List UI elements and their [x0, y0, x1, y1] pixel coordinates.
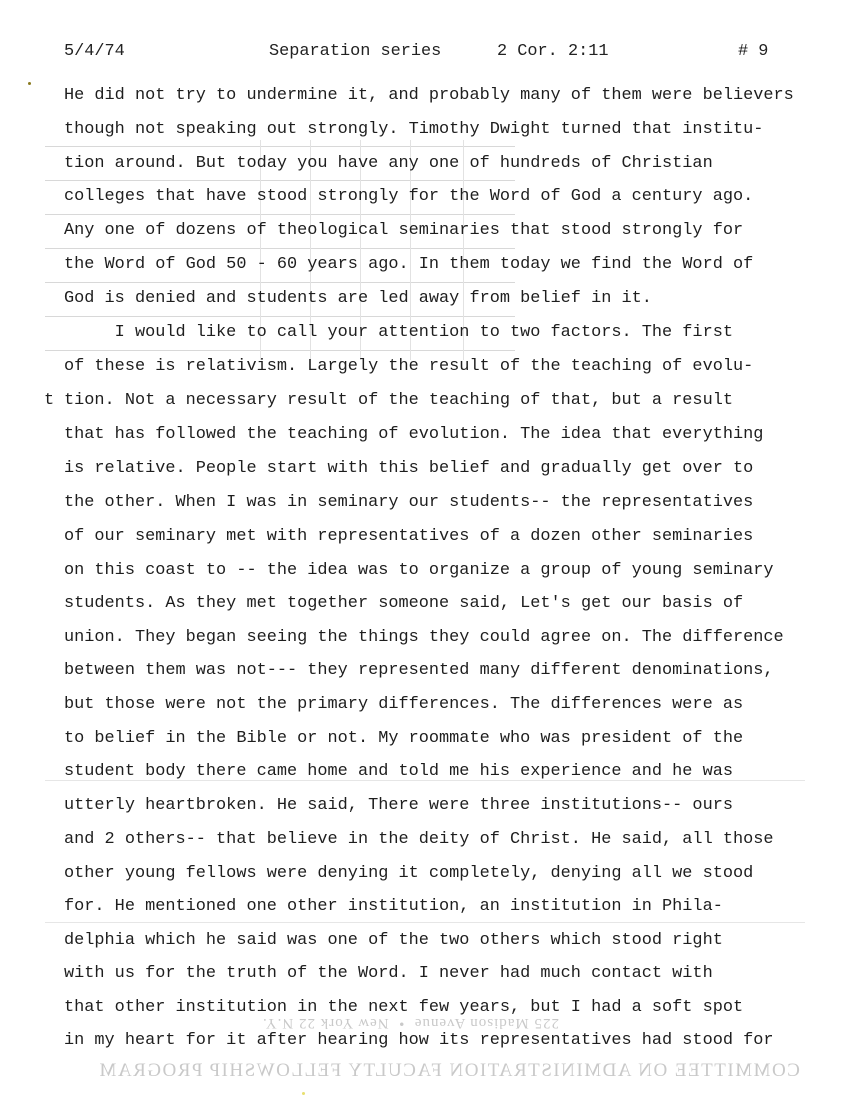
text-line: God is denied and students are led away from belief in it. [64, 289, 652, 308]
bleed-through-address: 225 Madison Avenue • New York 22 N.Y. [262, 1015, 560, 1031]
text-line: is relative. People start with this belief and gradually get over to [64, 459, 754, 478]
text-line: tion. Not a necessary result of the teaching of that, but a result [64, 391, 733, 410]
text-line: for. He mentioned one other institution, an institution in Phila- [64, 897, 723, 916]
text-line: the other. When I was in seminary our students-- the representatives [64, 493, 754, 512]
text-line: colleges that have stood strongly for the Word of God a century ago. [64, 187, 754, 206]
text-line: between them was not--- they represented many different denominations, [64, 661, 774, 680]
text-line: tion around. But today you have any one of hundreds of Christian [64, 154, 713, 173]
text-line: student body there came home and told me his experience and he was [64, 762, 733, 781]
text-line: in my heart for it after hearing how its representatives had stood for [64, 1031, 774, 1050]
text-line: with us for the truth of the Word. I never had much contact with [64, 964, 713, 983]
text-line: of these is relativism. Largely the result of the teaching of evolu- [64, 357, 754, 376]
text-line: that has followed the teaching of evolution. The idea that everything [64, 425, 764, 444]
text-line: that other institution in the next few years, but I had a soft spot [64, 998, 744, 1017]
text-line: but those were not the primary differences. The differences were as [64, 695, 744, 714]
header-date: 5/4/74 [64, 42, 125, 61]
ink-speck [28, 82, 31, 85]
bleed-through-rule [45, 922, 805, 923]
text-line: union. They began seeing the things they could agree on. The difference [64, 628, 784, 647]
text-line: to belief in the Bible or not. My roommate who was president of the [64, 729, 744, 748]
bleed-through-heading: COMMITTEE ON ADMINISTRATION FACULTY FELLOWSHIP PROGRAM [98, 1060, 800, 1081]
text-line: students. As they met together someone said, Let's get our basis of [64, 594, 744, 613]
header-reference: 2 Cor. 2:11 [497, 42, 609, 61]
text-line: utterly heartbroken. He said, There were three institutions-- ours [64, 796, 733, 815]
header-page-number: # 9 [738, 42, 769, 61]
text-line: Any one of dozens of theological seminaries that stood strongly for [64, 221, 744, 240]
text-line: though not speaking out strongly. Timothy Dwight turned that institu- [64, 120, 764, 139]
header-series: Separation series [269, 42, 442, 61]
margin-mark: t [44, 391, 55, 410]
text-line: and 2 others-- that believe in the deity of Christ. He said, all those [64, 830, 774, 849]
text-line: He did not try to undermine it, and probably many of them were believers [64, 86, 794, 105]
text-line: the Word of God 50 - 60 years ago. In them today we find the Word of [64, 255, 754, 274]
text-line: delphia which he said was one of the two others which stood right [64, 931, 723, 950]
ink-speck [302, 1092, 305, 1095]
text-line: of our seminary met with representatives of a dozen other seminaries [64, 527, 754, 546]
text-line: other young fellows were denying it completely, denying all we stood [64, 864, 754, 883]
text-line: I would like to call your attention to two factors. The first [64, 323, 733, 342]
text-line: on this coast to -- the idea was to organize a group of young seminary [64, 561, 774, 580]
